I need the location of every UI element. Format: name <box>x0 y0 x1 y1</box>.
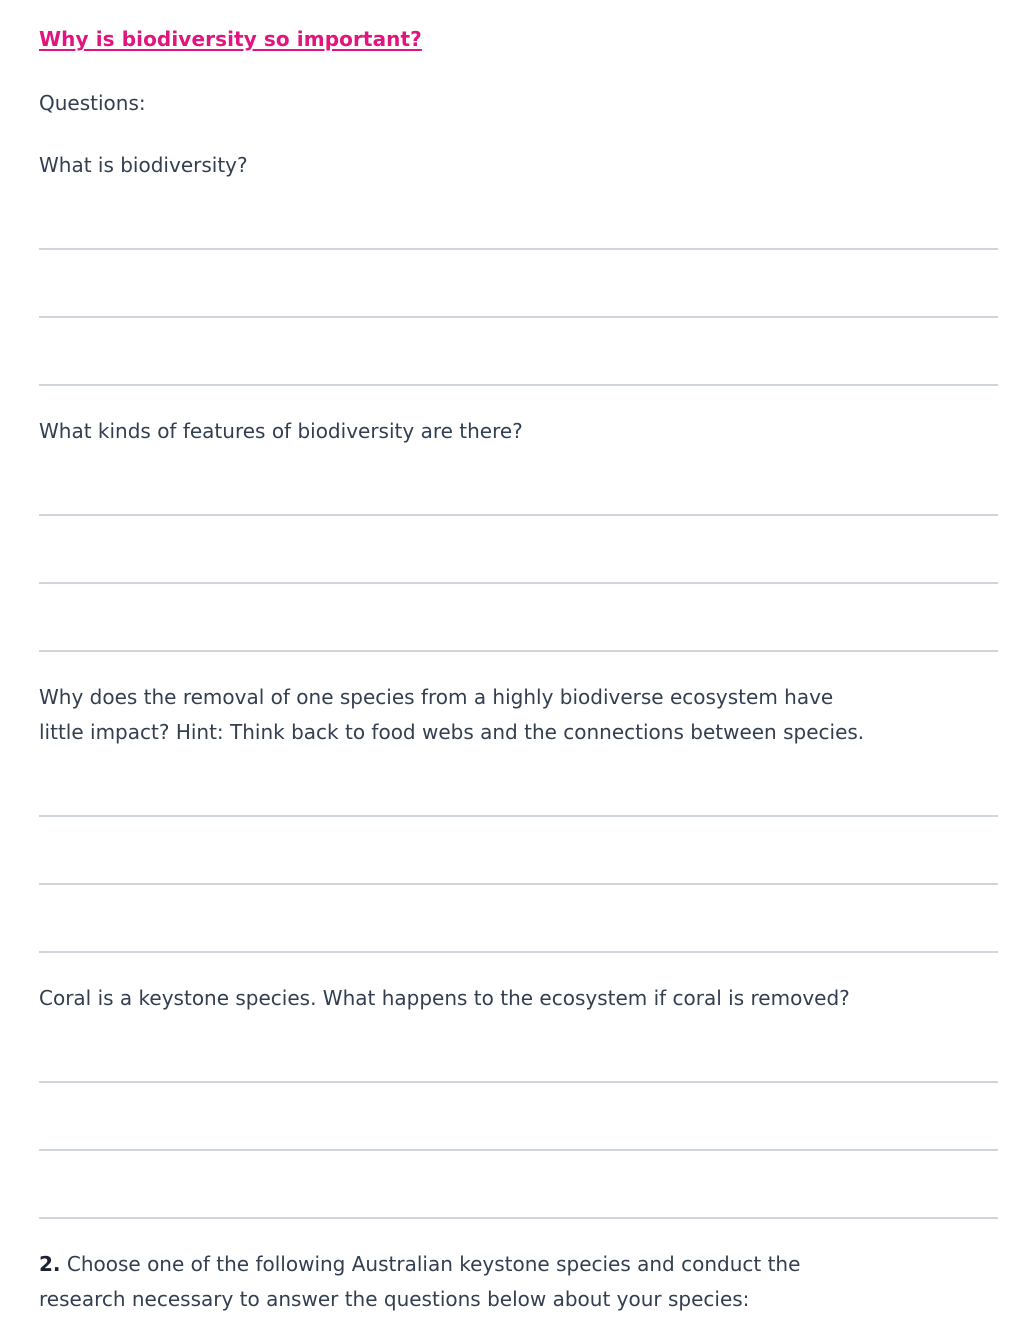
task-2-text-1: Choose one of the following Australian keystone species and conduct the <box>66 1252 801 1276</box>
question-3-line-2: little impact? Hint: Think back to food webs and the connections between species. <box>39 720 865 744</box>
question-1-text: What is biodiversity? <box>39 153 248 177</box>
answer-line[interactable] <box>39 951 998 953</box>
answer-line[interactable] <box>39 248 998 250</box>
question-4-text: Coral is a keystone species. What happens to the ecosystem if coral is removed? <box>39 986 850 1010</box>
answer-line[interactable] <box>39 815 998 817</box>
answer-line[interactable] <box>39 1217 998 1219</box>
task-2-line-2: research necessary to answer the questions below about your species: <box>39 1287 750 1311</box>
answer-line[interactable] <box>39 514 998 516</box>
heading-link[interactable]: Why is biodiversity so important? <box>39 27 422 51</box>
answer-line[interactable] <box>39 316 998 318</box>
answer-line[interactable] <box>39 1149 998 1151</box>
answer-line[interactable] <box>39 883 998 885</box>
question-3-line-1: Why does the removal of one species from a highly biodiverse ecosystem have <box>39 685 834 709</box>
task-2-line-1 <box>39 1247 800 1282</box>
question-2-text: What kinds of features of biodiversity are there? <box>39 419 523 443</box>
questions-label: Questions: <box>39 91 146 115</box>
task-number: 2. <box>39 1252 61 1276</box>
answer-line[interactable] <box>39 582 998 584</box>
answer-line[interactable] <box>39 1081 998 1083</box>
answer-line[interactable] <box>39 384 998 386</box>
answer-line[interactable] <box>39 650 998 652</box>
